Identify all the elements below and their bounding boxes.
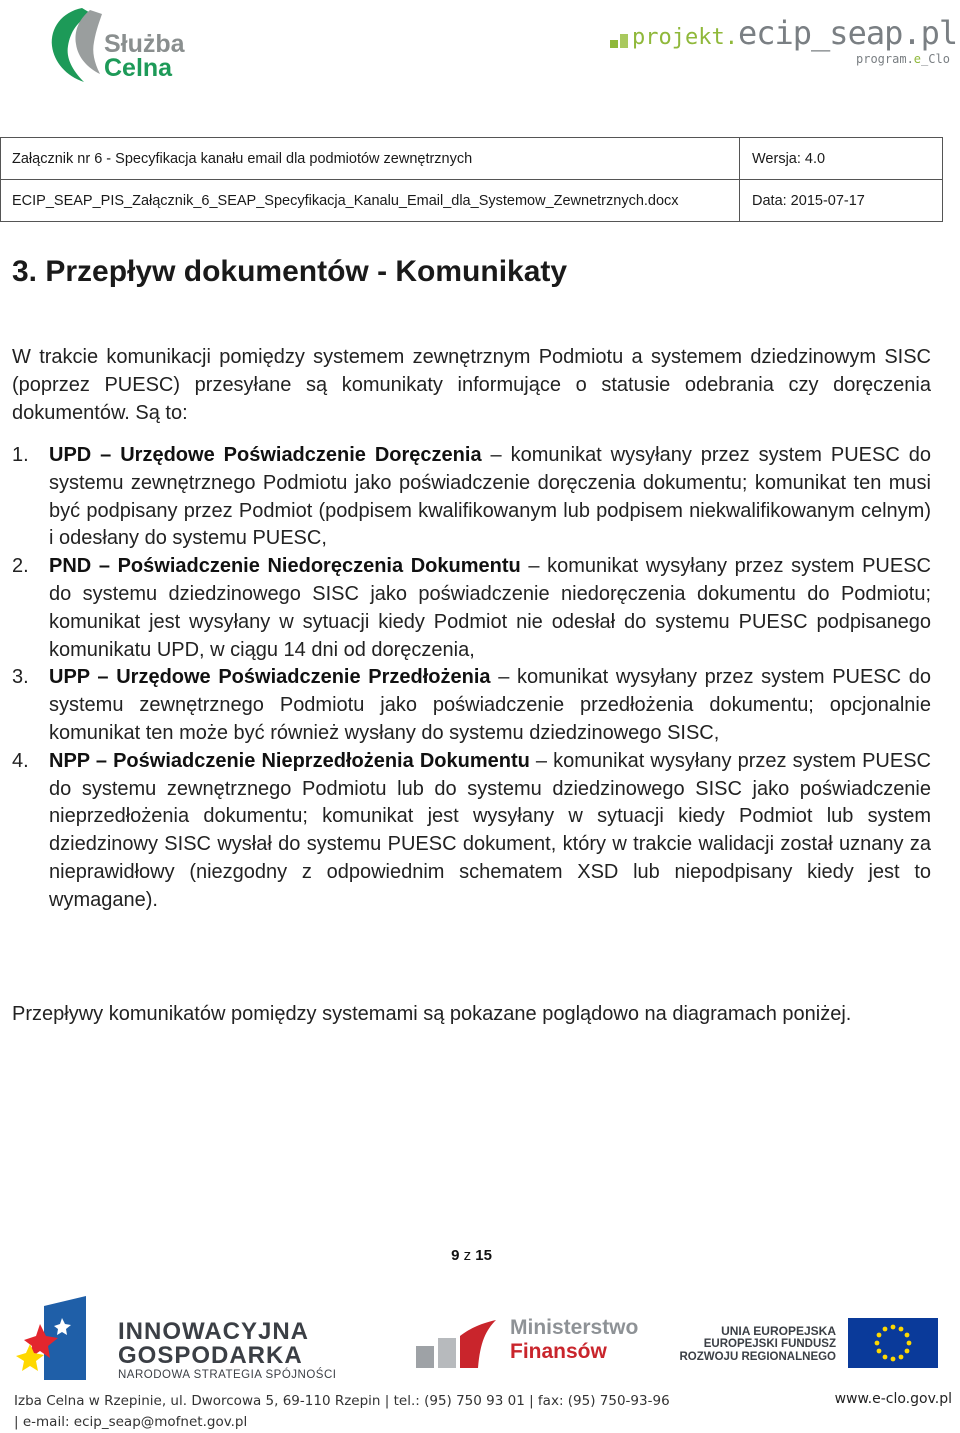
list-item-term: PND – Poświadczenie Niedoręczenia Dokumentu [49,555,521,578]
innowacyjna-gospodarka-emblem-icon [14,1296,114,1386]
ecip-seap-subtitle [856,52,950,66]
page-current: 9 [451,1247,460,1264]
list-item-number: 3. [12,666,29,689]
ue-line-2: EUROPEJSKI FUNDUSZ [703,1338,836,1350]
mf-line-2: Finansów [510,1340,607,1363]
logo-sub-suffix: _Clo [921,52,950,66]
list-item-number: 4. [12,749,29,772]
page-total: 15 [475,1247,492,1264]
footer-email: | e-mail: ecip_seap@mofnet.gov.pl [14,1414,248,1430]
message-list [12,442,931,915]
logo-sub-prefix: program. [856,52,914,66]
ig-line-3: NARODOWA STRATEGIA SPÓJNOŚCI [118,1369,337,1381]
list-item-text: – komunikat wysyłany przez system PUESC do systemu zewnętrznego Podmiotu lub do systemu dziedzinowego SISC jako poświadczenie nieprzedłożenia dokumentu; komunikat jest wysyłany w sytuacji kiedy Podmiot lub system dziedzinowy SISC wysłał do systemu PUESC dokument, który w trakcie walidacji został uznany za nieprawidłowy (niezgodny z odpowiednim schematem XSD lub niepodpisany kiedy jest to wymagane). [49,749,931,911]
list-item-term: UPD – Urzędowe Poświadczenie Doręczenia [49,444,482,466]
list-item-text: – komunikat wysyłany przez system PUESC do systemu dziedzinowego SISC jako poświadczenie niedoręczenia dokumentu do Podmiotu; komunikat jest wysyłany w sytuacji kiedy Podmiot nie odesłał do systemu PUESC podpisanego komunikatu UPD, w ciągu 14 dni od doręczenia, [49,555,931,661]
meta-row [1,138,943,180]
sluzba-celna-wordmark [104,32,185,80]
mf-line-1: Ministerstwo [510,1316,639,1339]
sluzba-celna-logo [44,6,204,86]
meta-filename: ECIP_SEAP_PIS_Załącznik_6_SEAP_Specyfikacja_Kanalu_Email_dla_Systemow_Zewnetrznych.docx [1,180,740,222]
logo-line-2: Celna [104,54,173,82]
ig-line-2: GOSPODARKA [118,1342,303,1369]
ministerstwo-finansow-emblem-icon [416,1316,506,1372]
ecip-seap-wordmark [632,14,957,52]
ue-line-3: ROZWOJU REGIONALNEGO [679,1351,836,1363]
ecip-seap-cubes-icon [610,30,630,50]
unia-europejska-logo [680,1318,940,1368]
meta-date: Data: 2015-07-17 [740,180,943,222]
list-item-text: – komunikat wysyłany przez system PUESC do systemu zewnętrznego Podmiotu jako poświadczenie przedłożenia dokumentu; opcjonalnie komunikat ten może być również wysłany do systemu dziedzinowego SISC, [49,666,932,744]
list-item [12,442,931,553]
meta-row [1,180,943,222]
intro-paragraph: W trakcie komunikacji pomiędzy systemem zewnętrznym Podmiotu a systemem dziedzinowym SISC (poprzez PUESC) przesyłane są komunikaty informujące o statusie odebrania czy doręczenia dokumentów. Są to: [12,346,931,424]
sluzba-celna-emblem-icon [44,6,104,86]
ecip-seap-logo [610,14,958,74]
list-item-term: NPP – Poświadczenie Nieprzedłożenia Dokumentu [49,749,530,772]
logo-line-1: Służba [104,30,185,58]
ue-line-1: UNIA EUROPEJSKA [721,1324,836,1338]
list-item-term: UPP – Urzędowe Poświadczenie Przedłożenia [49,666,491,689]
list-item [12,553,931,664]
list-item [12,664,931,747]
logo-main: ecip_seap.pl [737,14,958,52]
ig-line-1: INNOWACYJNA [118,1318,310,1345]
document-meta-table [0,137,943,222]
list-item-number: 2. [12,555,29,578]
footer-website-link[interactable]: www.e-clo.gov.pl [834,1391,952,1407]
page-separator: z [463,1247,472,1264]
footer-address: Izba Celna w Rzepinie, ul. Dworcowa 5, 69-110 Rzepin | tel.: (95) 750 93 01 | fax: (95) 750-93-96 [14,1393,670,1409]
logo-prefix: projekt. [632,25,738,50]
eu-stars-icon [848,1318,938,1368]
list-item-number: 1. [12,444,29,466]
list-item-text: – komunikat wysyłany przez system PUESC do systemu zewnętrznego Podmiotu jako poświadczenie doręczenia dokumentu; komunikat ten musi być podpisany przez Podmiot (podpisem kwalifikowanym lub podpisem niekwalifikowanym celnym) i odesłany do systemu PUESC, [49,444,931,550]
list-item [12,748,931,915]
meta-version: Wersja: 4.0 [740,138,943,180]
ministerstwo-finansow-logo [416,1316,646,1376]
innowacyjna-gospodarka-logo [14,1296,384,1386]
eu-flag [848,1318,938,1368]
meta-title: Załącznik nr 6 - Specyfikacja kanału email dla podmiotów zewnętrznych [1,138,740,180]
outro-paragraph: Przepływy komunikatów pomiędzy systemami są pokazane poglądowo na diagramach poniżej. [12,1003,852,1025]
section-heading: 3. Przepływ dokumentów - Komunikaty [12,255,568,288]
page-number [0,1247,943,1264]
logo-sub-e: e [913,52,922,66]
